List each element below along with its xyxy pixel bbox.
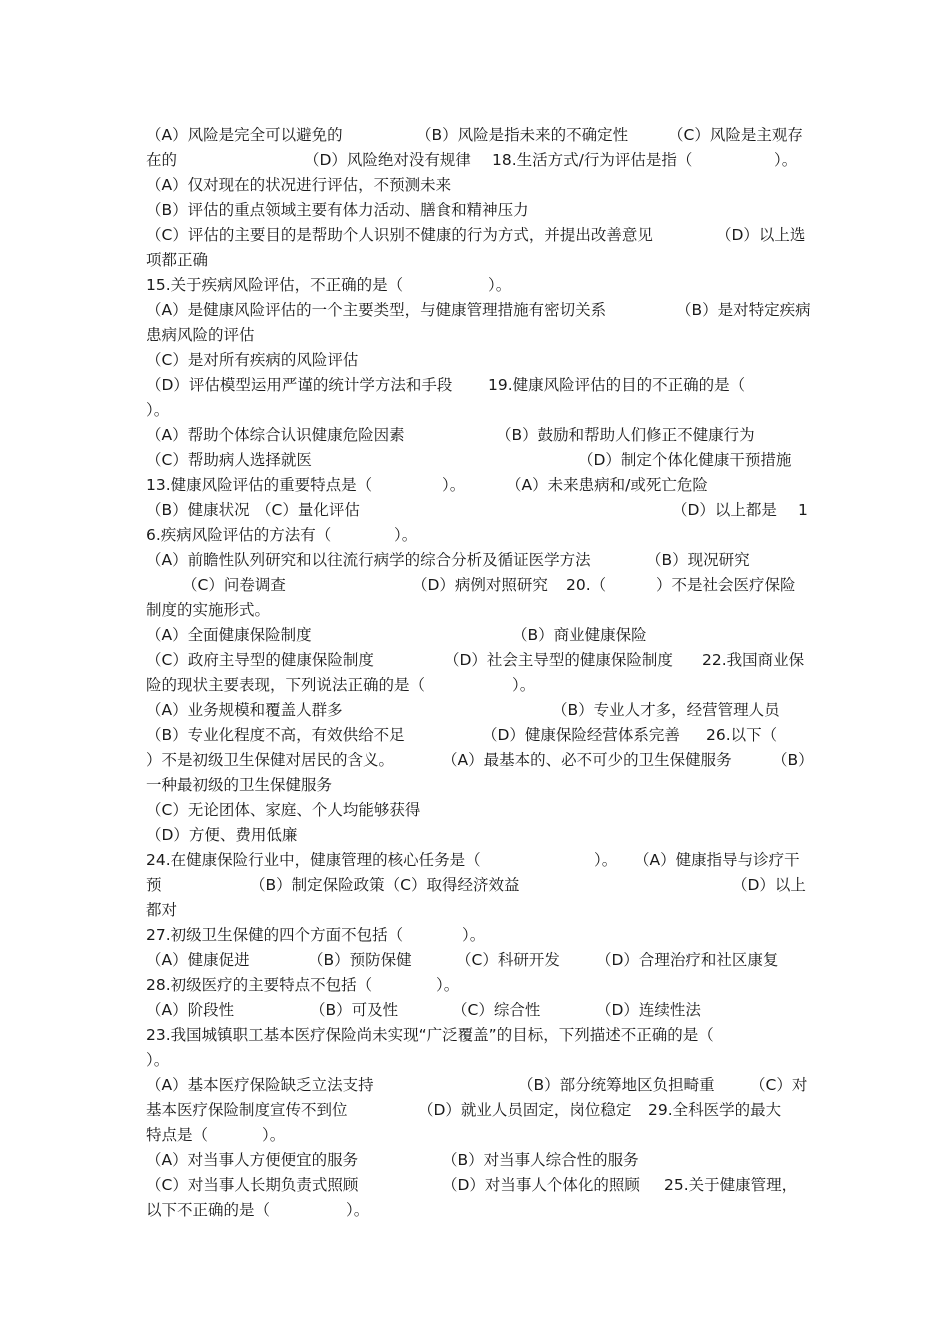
- text-line: [146, 1123, 810, 1148]
- text-segment: 项都正确: [146, 251, 209, 269]
- text-line: [146, 1073, 810, 1098]
- text-line: [146, 373, 810, 398]
- text-segment: 特点是（: [146, 1126, 209, 1144]
- text-segment: 29.全科医学的最大: [648, 1101, 782, 1119]
- text-segment: （B）健康状况: [146, 501, 250, 519]
- text-segment: （C）无论团体、家庭、个人均能够获得: [146, 801, 421, 819]
- text-segment: 预: [146, 876, 162, 894]
- text-line: [146, 1173, 810, 1198]
- text-segment: （D）以上选: [716, 226, 806, 244]
- text-segment: 制度的实施形式。: [146, 601, 271, 619]
- text-segment: （D）对当事人个体化的照顾: [442, 1176, 640, 1194]
- text-line: [146, 323, 810, 348]
- text-line: [146, 748, 814, 773]
- text-segment: （B）专业人才多，经营管理人员: [552, 701, 780, 719]
- text-segment: （C）评估的主要目的是帮助个人识别不健康的行为方式，并提出改善意见: [146, 226, 653, 244]
- text-line: [146, 448, 810, 473]
- text-segment: 1: [798, 501, 808, 519]
- text-segment: （A）基本医疗保险缺乏立法支持: [146, 1076, 374, 1094]
- text-segment: （B）风险是指未来的不确定性: [416, 126, 629, 144]
- text-segment: （D）健康保险经营体系完善: [482, 726, 680, 744]
- document-body: [146, 123, 814, 1223]
- text-line: [146, 248, 810, 273]
- text-segment: （D）合理治疗和社区康复: [596, 951, 779, 969]
- text-segment: （A）仅对现在的状况进行评估，不预测未来: [146, 176, 452, 194]
- text-line: [146, 673, 810, 698]
- text-segment: 28.初级医疗的主要特点不包括（: [146, 976, 373, 994]
- text-segment: ）。: [774, 151, 798, 169]
- text-segment: 以下不正确的是（: [146, 1201, 271, 1219]
- text-line: [146, 148, 810, 173]
- text-line: [146, 398, 810, 423]
- text-line: [146, 473, 810, 498]
- text-segment: ）。: [512, 676, 536, 694]
- text-line: [146, 723, 810, 748]
- text-segment: （B）可及性: [310, 1001, 399, 1019]
- text-segment: 22.我国商业保: [702, 651, 805, 669]
- text-segment: 27.初级卫生保健的四个方面不包括（: [146, 926, 404, 944]
- text-segment: （C）风险是主观存: [668, 126, 803, 144]
- text-line: [146, 198, 810, 223]
- text-segment: 20.（: [566, 576, 607, 594]
- text-segment: 6.疾病风险评估的方法有（: [146, 526, 332, 544]
- text-segment: （D）就业人员固定，岗位稳定: [418, 1101, 632, 1119]
- text-segment: （A）对当事人方便便宜的服务: [146, 1151, 359, 1169]
- text-segment: ）不是初级卫生保健对居民的含义。: [146, 751, 395, 769]
- text-segment: （B）对当事人综合性的服务: [442, 1151, 639, 1169]
- text-line: [146, 423, 810, 448]
- text-line: [146, 1098, 810, 1123]
- text-segment: 患病风险的评估: [146, 326, 255, 344]
- text-line: [146, 823, 810, 848]
- text-segment: （B）部分统筹地区负担畸重: [518, 1076, 715, 1094]
- text-line: [146, 973, 810, 998]
- text-segment: （A）未来患病和/或死亡危险: [506, 476, 708, 494]
- text-segment: （B）制定保险政策（C）取得经济效益: [250, 876, 520, 894]
- text-segment: ）。: [442, 476, 466, 494]
- text-segment: （D）以上: [732, 876, 806, 894]
- text-line: [146, 773, 810, 798]
- text-segment: ）不是社会医疗保险: [656, 576, 796, 594]
- text-segment: （C）科研开发: [456, 951, 560, 969]
- text-segment: ）。: [436, 976, 460, 994]
- text-line: [146, 1023, 810, 1048]
- text-segment: （B）预防保健: [308, 951, 412, 969]
- text-line: [146, 698, 810, 723]
- text-segment: 基本医疗保险制度宣传不到位: [146, 1101, 348, 1119]
- text-segment: （C）问卷调查: [182, 576, 286, 594]
- text-segment: ）。: [346, 1201, 370, 1219]
- text-segment: （D）病例对照研究: [412, 576, 548, 594]
- text-segment: （A）健康促进: [146, 951, 250, 969]
- text-segment: （C）政府主导型的健康保险制度: [146, 651, 374, 669]
- text-segment: （B）是对特定疾病: [676, 301, 811, 319]
- text-segment: （A）前瞻性队列研究和以往流行病学的综合分析及循证医学方法: [146, 551, 591, 569]
- text-line: [146, 923, 810, 948]
- text-segment: （D）方便、费用低廉: [146, 826, 298, 844]
- text-segment: （B）商业健康保险: [512, 626, 647, 644]
- text-line: [146, 1048, 810, 1073]
- text-line: [146, 598, 810, 623]
- text-segment: ）。: [146, 1051, 170, 1069]
- text-segment: 23.我国城镇职工基本医疗保险尚未实现“广泛覆盖”的目标，下列描述不正确的是（: [146, 1026, 714, 1044]
- text-segment: （C）量化评估: [256, 501, 360, 519]
- text-line: [146, 298, 810, 323]
- text-line: [146, 223, 810, 248]
- text-segment: （A）帮助个体综合认识健康危险因素: [146, 426, 405, 444]
- text-segment: ）。: [394, 526, 418, 544]
- text-segment: （C）对: [750, 1076, 808, 1094]
- text-segment: ）。: [462, 926, 486, 944]
- text-segment: （C）对当事人长期负责式照顾: [146, 1176, 359, 1194]
- text-line: [146, 348, 810, 373]
- text-line: [146, 173, 810, 198]
- text-line: [146, 523, 810, 548]
- text-segment: （D）风险绝对没有规律: [304, 151, 471, 169]
- text-segment: ）。: [146, 401, 170, 419]
- text-segment: （D）社会主导型的健康保险制度: [444, 651, 673, 669]
- text-segment: 13.健康风险评估的重要特点是（: [146, 476, 373, 494]
- text-segment: 24.在健康保险行业中，健康管理的核心任务是（: [146, 851, 481, 869]
- text-segment: （A）阶段性: [146, 1001, 235, 1019]
- text-segment: 都对: [146, 901, 178, 919]
- text-segment: （C）帮助病人选择就医: [146, 451, 312, 469]
- text-line: [146, 498, 810, 523]
- text-segment: （A）风险是完全可以避免的: [146, 126, 343, 144]
- text-segment: （A）是健康风险评估的一个主要类型，与健康管理措施有密切关系: [146, 301, 607, 319]
- text-segment: （D）连续性法: [596, 1001, 701, 1019]
- text-segment: （A）业务规模和覆盖人群多: [146, 701, 343, 719]
- text-segment: （B）鼓励和帮助人们修正不健康行为: [496, 426, 755, 444]
- text-line: [146, 798, 810, 823]
- text-line: [146, 573, 810, 598]
- text-segment: （B）评估的重点领域主要有体力活动、膳食和精神压力: [146, 201, 529, 219]
- text-segment: （D）以上都是: [672, 501, 777, 519]
- text-segment: 险的现状主要表现，下列说法正确的是（: [146, 676, 426, 694]
- text-segment: （A）最基本的、必不可少的卫生保健服务: [442, 751, 732, 769]
- text-segment: 15.关于疾病风险评估，不正确的是（: [146, 276, 404, 294]
- text-segment: （A）健康指导与诊疗干: [634, 851, 800, 869]
- text-line: [146, 998, 810, 1023]
- text-segment: 在的: [146, 151, 178, 169]
- text-segment: ）。: [594, 851, 618, 869]
- text-segment: 18.生活方式/行为评估是指（: [492, 151, 693, 169]
- text-segment: ）。: [262, 1126, 286, 1144]
- text-segment: （B）专业化程度不高，有效供给不足: [146, 726, 405, 744]
- text-segment: （D）制定个体化健康干预措施: [578, 451, 792, 469]
- text-segment: （A）全面健康保险制度: [146, 626, 312, 644]
- text-line: [146, 273, 810, 298]
- text-line: [146, 948, 810, 973]
- text-line: [146, 873, 810, 898]
- text-segment: （D）评估模型运用严谨的统计学方法和手段: [146, 376, 453, 394]
- text-line: [146, 623, 810, 648]
- text-line: [146, 1198, 810, 1223]
- text-segment: （B）: [772, 751, 814, 769]
- text-line: [146, 548, 810, 573]
- text-segment: 一种最初级的卫生保健服务: [146, 776, 333, 794]
- text-line: [146, 1148, 810, 1173]
- text-segment: 25.关于健康管理，: [664, 1176, 798, 1194]
- text-segment: ）。: [488, 276, 512, 294]
- text-segment: （C）是对所有疾病的风险评估: [146, 351, 359, 369]
- text-line: [146, 898, 810, 923]
- text-line: [146, 648, 810, 673]
- text-line: [146, 123, 810, 148]
- text-segment: 26.以下（: [706, 726, 778, 744]
- text-segment: （C）综合性: [452, 1001, 541, 1019]
- text-segment: （B）现况研究: [646, 551, 750, 569]
- text-line: [146, 848, 810, 873]
- text-segment: 19.健康风险评估的目的不正确的是（: [488, 376, 746, 394]
